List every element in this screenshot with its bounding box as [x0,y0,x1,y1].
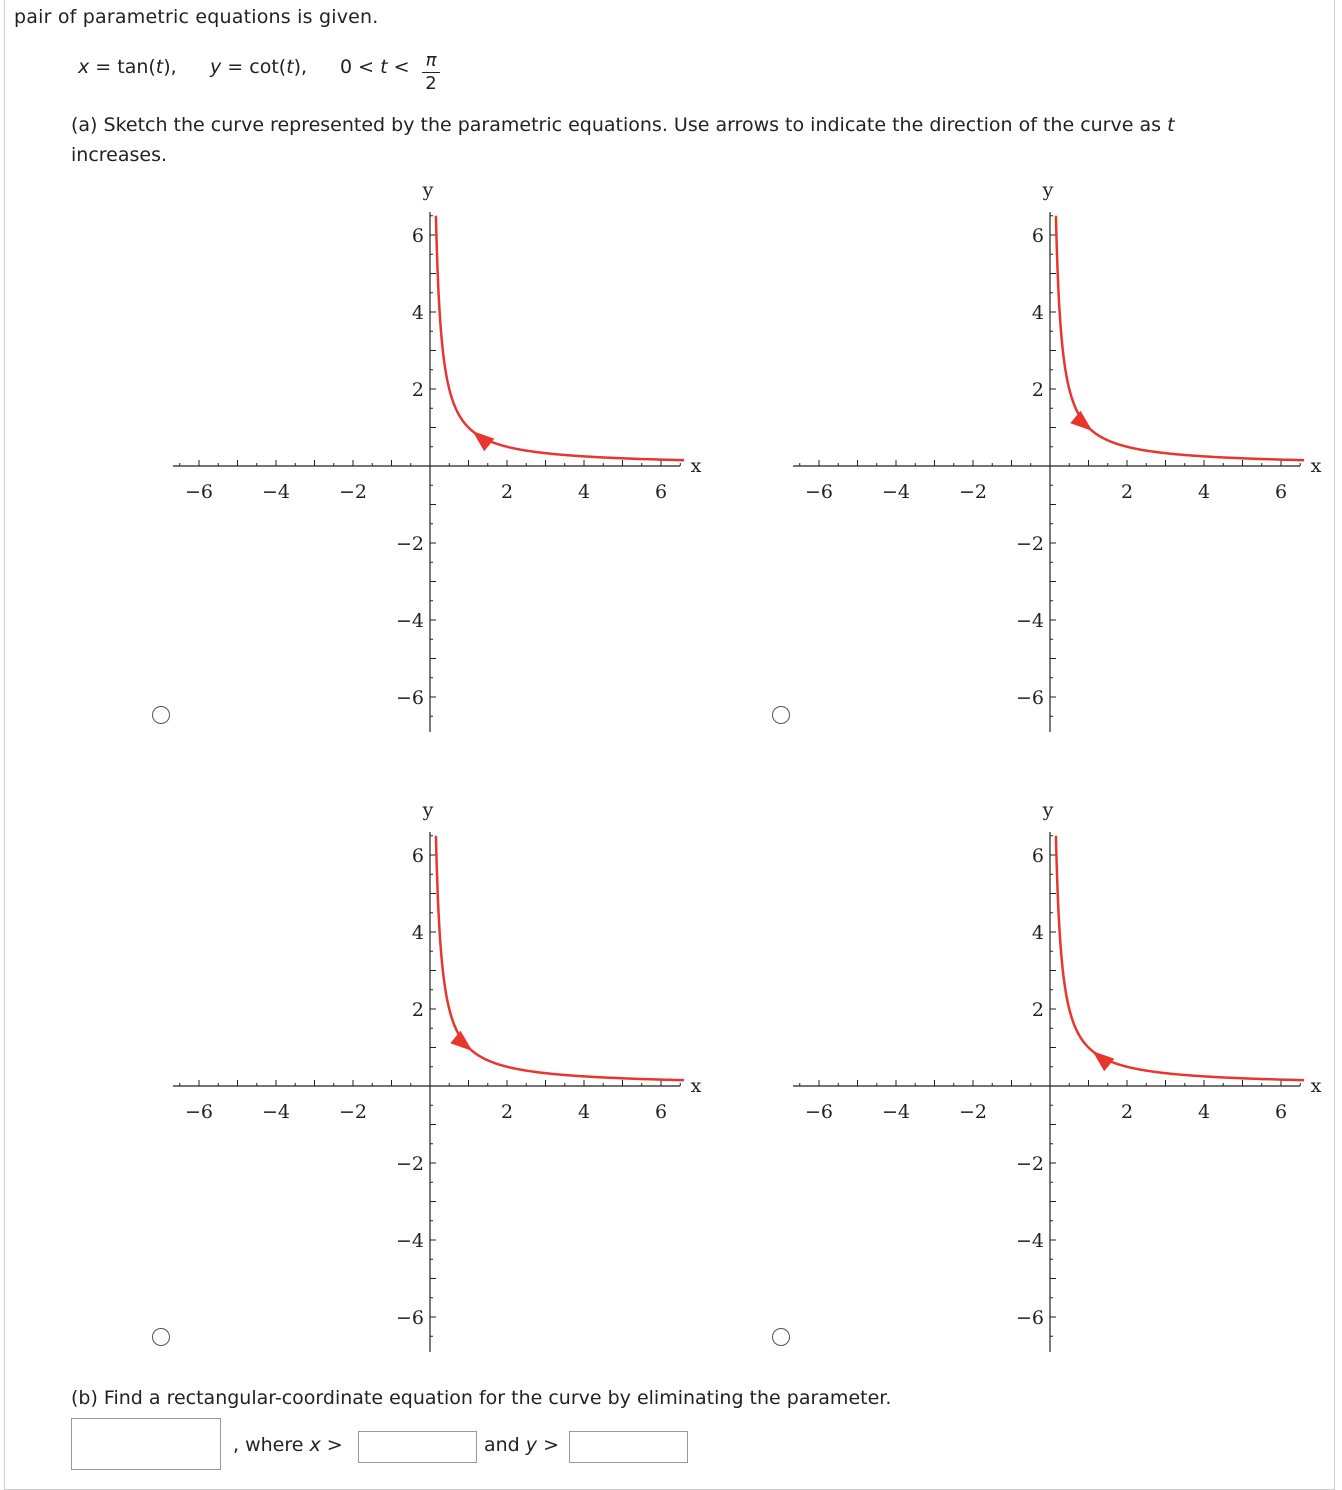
x-axis-label: x [690,455,702,477]
var-t-4: t [1167,114,1175,136]
x-axis-label: x [1310,455,1322,477]
x-tick-label: −2 [338,1101,368,1123]
var-t-1: t [155,56,164,78]
x-tick-label: −2 [338,481,368,503]
axes [793,832,1300,1352]
var-x-answer: x [309,1434,321,1456]
var-y-answer: y [525,1434,538,1456]
gt-sign-x: > [320,1434,343,1456]
x-tick-label: 6 [654,1101,668,1123]
x-tick-label: 6 [654,481,668,503]
x-tick-label: −6 [804,1101,834,1123]
x-tick-label: −6 [184,1101,214,1123]
y-tick-label: 4 [1031,922,1044,944]
var-t-2: t [286,56,294,78]
part-a-text: (a) Sketch the curve represented by the parametric equations. Use arrows to indicate the direction of the curve as [71,114,1168,136]
y-tick-label: −2 [395,533,424,555]
option-3-plot[interactable] [165,792,725,1357]
equation-y [210,56,307,78]
where-x-label [233,1434,343,1456]
x-tick-label: −4 [261,1101,291,1123]
where-prefix: , where [233,1434,310,1456]
x-tick-label: 4 [1197,481,1211,503]
axes [793,212,1300,732]
equation-x [78,56,177,78]
y-tick-label: −2 [1015,1153,1044,1175]
part-a-question [71,110,1251,170]
y-tick-label: 2 [1031,379,1044,401]
x-tick-label: −4 [881,1101,911,1123]
x-tick-label: −4 [881,481,911,503]
axes [173,212,680,732]
and-prefix: and [484,1434,526,1456]
x-tick-label: 4 [577,1101,591,1123]
y-tick-label: 4 [1031,302,1044,324]
y-tick-label: −6 [1015,1307,1044,1329]
y-tick-label: 2 [411,999,424,1021]
y-tick-label: −6 [395,687,424,709]
x-tick-label: 2 [1120,1101,1134,1123]
y-tick-label: 2 [411,379,424,401]
eq-y-close: ), [293,56,308,78]
y-tick-label: −4 [1015,610,1044,632]
x-tick-label: 4 [1197,1101,1211,1123]
y-tick-label: 4 [411,302,424,324]
y-tick-label: 6 [411,225,424,247]
x-tick-label: 6 [1274,1101,1288,1123]
equation-answer-input[interactable] [71,1418,221,1470]
y-tick-label: −2 [1015,533,1044,555]
curve-y-equals-one-over-x [436,836,684,1080]
eq-y-rhs: = cot( [221,56,287,78]
y-axis-label: y [1042,179,1054,201]
x-tick-label: 2 [500,1101,514,1123]
y-tick-label: 6 [1031,845,1044,867]
x-axis-label: x [690,1075,702,1097]
frac-numerator: π [422,50,440,73]
pi-over-two [422,50,440,95]
y-tick-label: 6 [1031,225,1044,247]
direction-arrow [450,1031,472,1051]
direction-arrow [1070,411,1092,431]
intro-text: pair of parametric equations is given. [14,6,379,28]
direction-arrow [472,431,494,451]
y-tick-label: −6 [1015,687,1044,709]
x-tick-label: −6 [184,481,214,503]
part-b-question: (b) Find a rectangular-coordinate equation for the curve by eliminating the parameter. [71,1387,892,1409]
y-tick-label: −4 [395,1230,424,1252]
equation-domain [340,56,410,78]
y-axis-label: y [422,179,434,201]
y-axis-label: y [1042,799,1054,821]
x-tick-label: 2 [1120,481,1134,503]
option-1-plot[interactable] [165,172,725,737]
eq-x-close: ), [163,56,177,78]
y-tick-label: −6 [395,1307,424,1329]
y-axis-label: y [422,799,434,821]
y-tick-label: −2 [395,1153,424,1175]
x-tick-label: −4 [261,481,291,503]
x-tick-label: −6 [804,481,834,503]
x-bound-input[interactable] [358,1431,477,1463]
y-tick-label: −4 [1015,1230,1044,1252]
frac-denominator: 2 [425,73,437,94]
axes [173,832,680,1352]
y-tick-label: 6 [411,845,424,867]
var-y: y [210,56,222,78]
y-tick-label: −4 [395,610,424,632]
gt-sign-y: > [537,1434,560,1456]
x-tick-label: 4 [577,481,591,503]
direction-arrow [1092,1051,1114,1071]
curve-y-equals-one-over-x [436,216,684,460]
domain-lt: < [387,56,410,78]
x-tick-label: −2 [958,1101,988,1123]
x-tick-label: 6 [1274,481,1288,503]
curve-y-equals-one-over-x [1056,216,1304,460]
curve-y-equals-one-over-x [1056,836,1304,1080]
option-2-plot[interactable] [785,172,1342,737]
part-a-end: increases. [71,144,168,166]
domain-start: 0 < [340,56,381,78]
var-t-3: t [380,56,388,78]
eq-x-rhs: = tan( [89,56,156,78]
x-tick-label: −2 [958,481,988,503]
y-tick-label: 4 [411,922,424,944]
option-4-plot[interactable] [785,792,1342,1357]
y-tick-label: 2 [1031,999,1044,1021]
and-y-label [484,1434,559,1456]
x-tick-label: 2 [500,481,514,503]
y-bound-input[interactable] [569,1431,688,1463]
var-x: x [78,56,90,78]
x-axis-label: x [1310,1075,1322,1097]
